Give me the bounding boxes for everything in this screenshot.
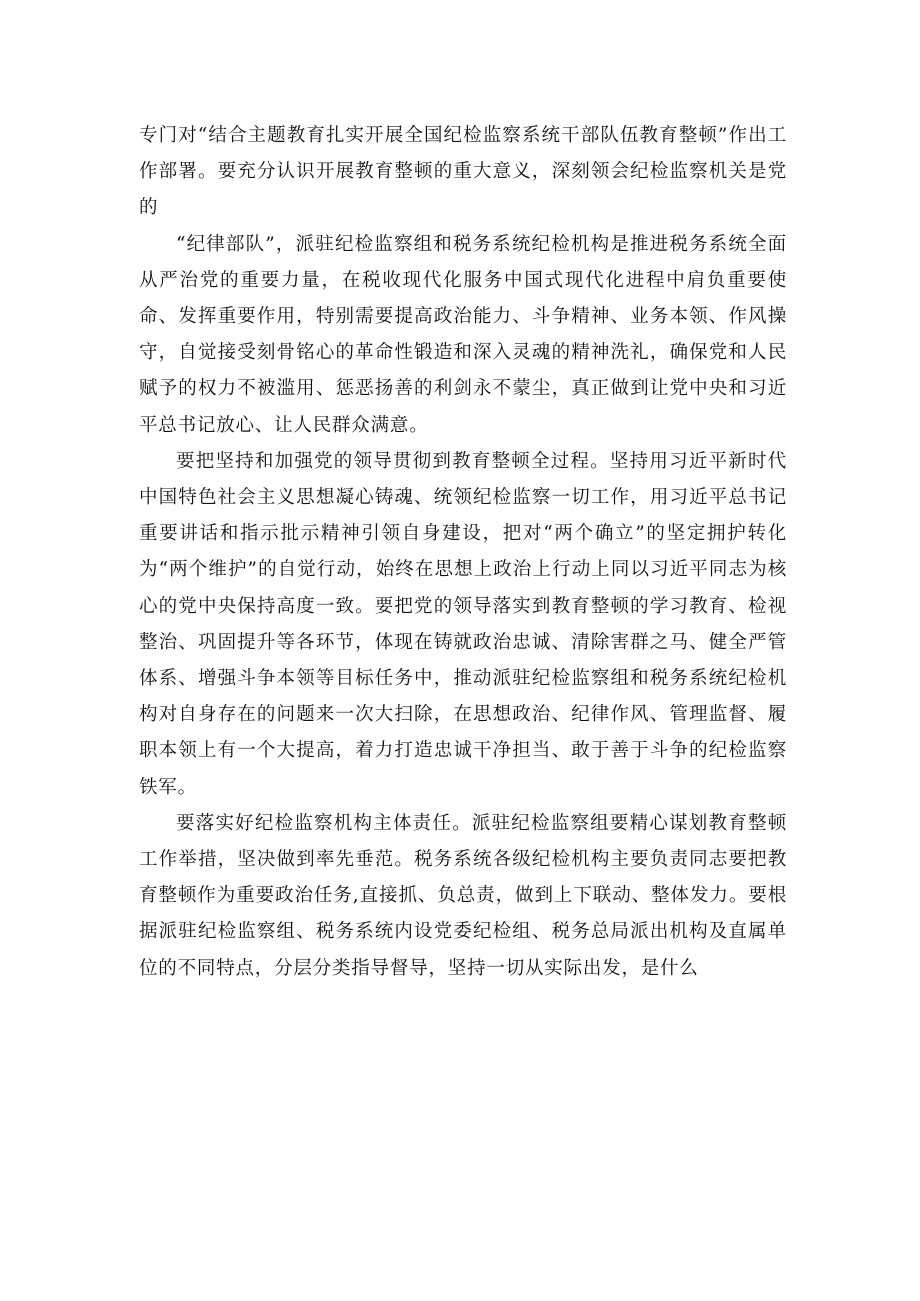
paragraph-3: 要把坚持和加强党的领导贯彻到教育整顿全过程。坚持用习近平新时代中国特色社会主义思想凝心铸魂、统领纪检监察一切工作，用习近平总书记重要讲话和指示批示精神引领自身建设，把对“两个确立”的坚定拥护转化为“两个维护”的自觉行动，始终在思想上政治上行动上同以习近平同志为核心的党中央保持高度一致。要把党的领导落实到教育整顿的学习教育、检视整治、巩固提升等各环节，体现在铸就政治忠诚、清除害群之马、健全严管体系、增强斗争本领等目标任务中，推动派驻纪检监察组和税务系统纪检机构对自身存在的问题来一次大扫除，在思想政治、纪律作风、管理监督、履职本领上有一个大提高，着力打造忠诚干净担当、敢于善于斗争的纪检监察铁军。 xyxy=(139,450,787,798)
paragraph-4: 要落实好纪检监察机构主体责任。派驻纪检监察组要精心谋划教育整顿工作举措，坚决做到率先垂范。税务系统各级纪检机构主要负责同志要把教育整顿作为重要政治任务,直接抓、负总责，做到上下联动、整体发力。要根据派驻纪检监察组、税务系统内设党委纪检组、税务总局派出机构及直属单位的不同特点，分层分类指导督导，坚持一切从实际出发，是什么 xyxy=(139,812,787,979)
paragraph-1: 专门对“结合主题教育扎实开展全国纪检监察系统干部队伍教育整顿”作出工作部署。要充分认识开展教育整顿的重大意义，深刻领会纪检监察机关是党的 xyxy=(139,125,787,219)
document-body xyxy=(139,118,787,987)
paragraph-2: “纪律部队”，派驻纪检监察组和税务系统纪检机构是推进税务系统全面从严治党的重要力量，在税收现代化服务中国式现代化进程中肩负重要使命、发挥重要作用，特别需要提高政治能力、斗争精神、业务本领、作风操守，自觉接受刻骨铭心的革命性锻造和深入灵魂的精神洗礼，确保党和人民赋予的权力不被滥用、惩恶扬善的利剑永不蒙尘，真正做到让党中央和习近平总书记放心、让人民群众满意。 xyxy=(139,233,787,436)
